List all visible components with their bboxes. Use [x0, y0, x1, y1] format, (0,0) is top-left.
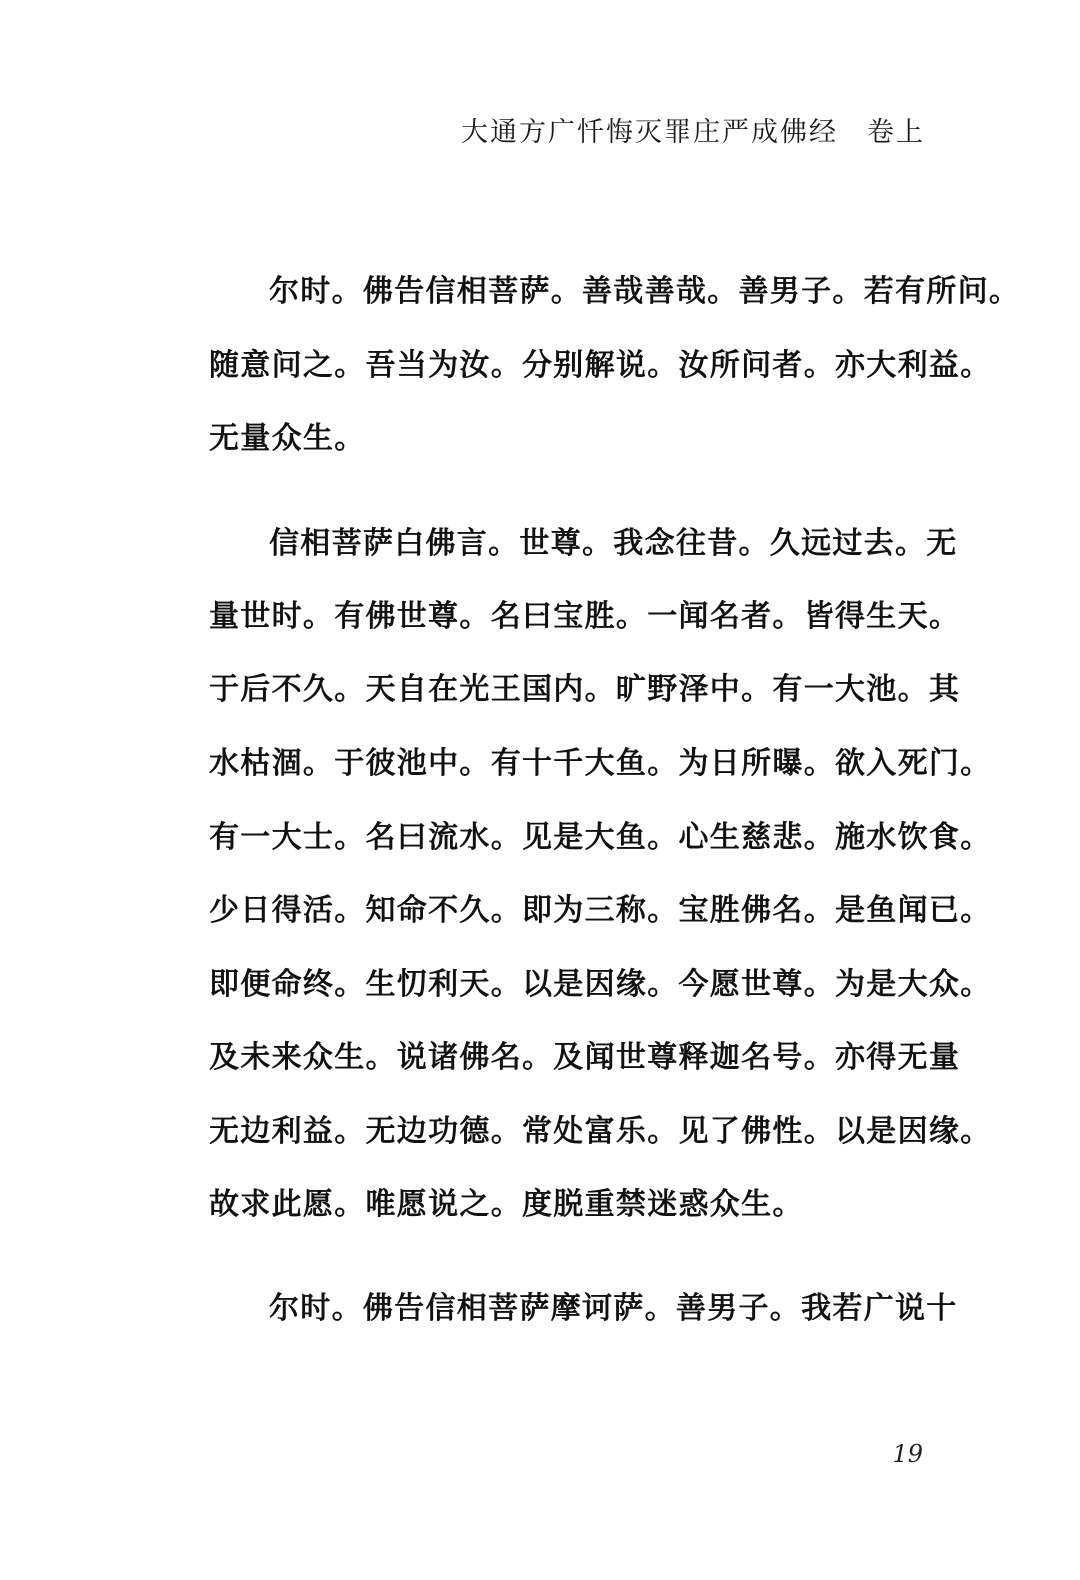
- volume-label: 卷上: [867, 117, 925, 148]
- paragraph-2-line-4: 水枯涸。于彼池中。有十千大鱼。为日所曝。欲入死门。: [209, 746, 992, 781]
- paragraph-2-line-1: 信相菩萨白佛言。世尊。我念往昔。久远过去。无: [269, 526, 958, 561]
- paragraph-1-line-2: 随意问之。吾当为汝。分别解说。汝所问者。亦大利益。: [209, 348, 992, 383]
- paragraph-2-line-10: 故求此愿。唯愿说之。度脱重禁迷惑众生。: [209, 1187, 804, 1222]
- paragraph-2-line-6: 少日得活。知命不久。即为三称。宝胜佛名。是鱼闻已。: [209, 893, 992, 928]
- paragraph-2-line-8: 及未来众生。说诸佛名。及闻世尊释迦名号。亦得无量: [209, 1040, 961, 1075]
- paragraph-1-line-3: 无量众生。: [209, 421, 366, 456]
- paragraph-1-line-1: 尔时。佛告信相菩萨。善哉善哉。善男子。若有所问。: [269, 274, 1021, 309]
- running-title: 大通方广忏悔灭罪庄严成佛经: [461, 117, 838, 148]
- paragraph-2-line-9: 无边利益。无边功德。常处富乐。见了佛性。以是因缘。: [209, 1114, 992, 1149]
- paragraph-2-line-3: 于后不久。天自在光王国内。旷野泽中。有一大池。其: [209, 672, 961, 707]
- page-number: 19: [892, 1440, 923, 1468]
- paragraph-2-line-5: 有一大士。名曰流水。见是大鱼。心生慈悲。施水饮食。: [209, 820, 992, 855]
- running-header: [461, 110, 925, 149]
- paragraph-2-line-7: 即便命终。生忉利天。以是因缘。今愿世尊。为是大众。: [209, 967, 992, 1002]
- paragraph-3-line-1: 尔时。佛告信相菩萨摩诃萨。善男子。我若广说十: [269, 1291, 958, 1326]
- paragraph-2-line-2: 量世时。有佛世尊。名曰宝胜。一闻名者。皆得生天。: [209, 599, 961, 634]
